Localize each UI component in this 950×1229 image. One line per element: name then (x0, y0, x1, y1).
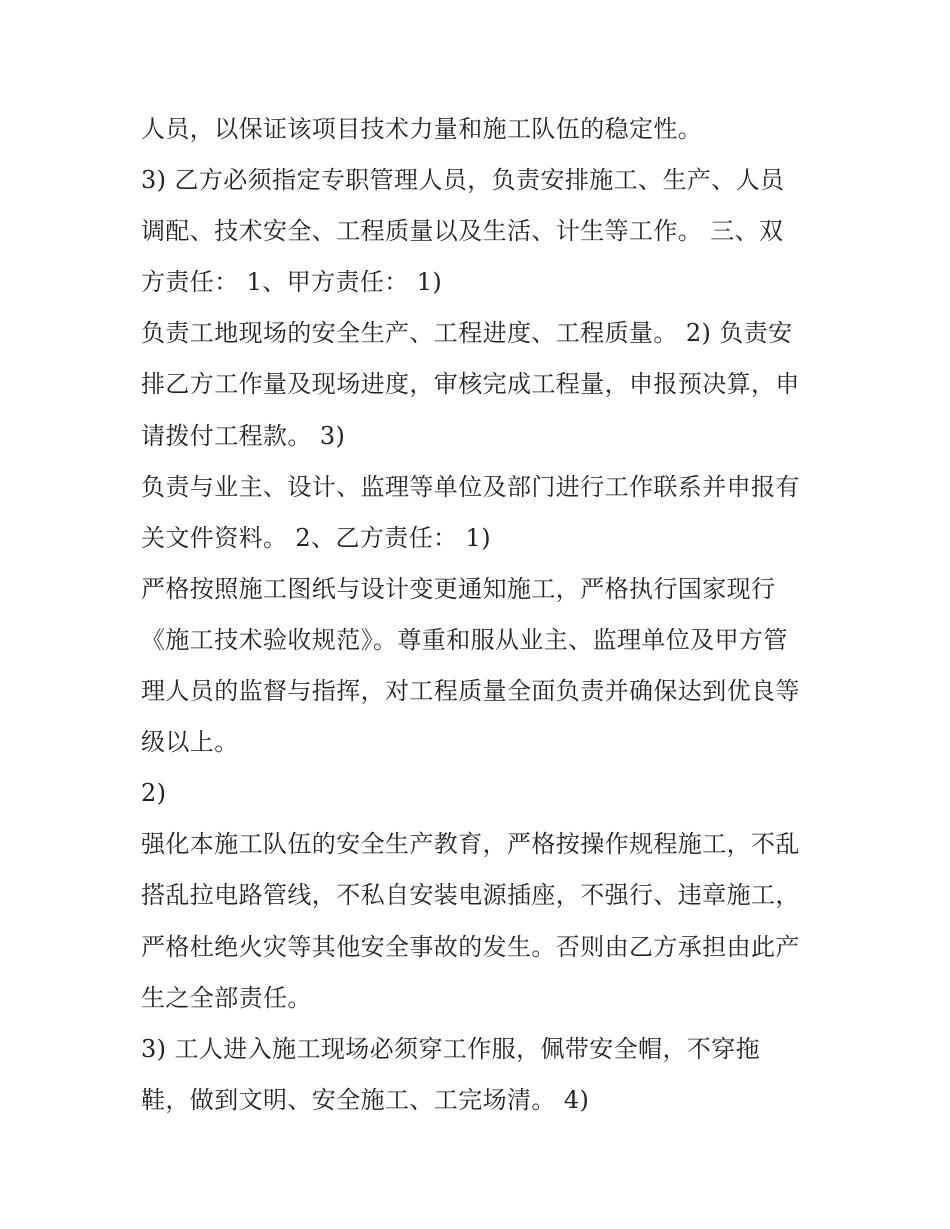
text-line: 严格杜绝火灾等其他安全事故的发生。否则由乙方承担由此产 (141, 932, 800, 961)
body-text (141, 104, 831, 1126)
text-line: 级以上。 (141, 728, 239, 757)
text-line: 2) (141, 779, 167, 808)
text-line: 排乙方工作量及现场进度，审核完成工程量，申报预决算，申 (141, 370, 800, 399)
text-line: 生之全部责任。 (141, 983, 312, 1012)
text-line: 调配、技术安全、工程质量以及生活、计生等工作。 三、双 (141, 217, 784, 246)
text-line: 负责与业主、设计、监理等单位及部门进行工作联系并申报有 (141, 472, 800, 501)
text-line: 鞋，做到文明、安全施工、工完场清。 4) (141, 1085, 590, 1114)
text-line: 理人员的监督与指挥，对工程质量全面负责并确保达到优良等 (141, 677, 800, 706)
text-line: 严格按照施工图纸与设计变更通知施工，严格执行国家现行 (141, 574, 776, 603)
text-line: 强化本施工队伍的安全生产教育，严格按操作规程施工，不乱 (141, 830, 800, 859)
text-line: 搭乱拉电路管线，不私自安装电源插座，不强行、违章施工， (141, 881, 800, 910)
text-line: 3) 工人进入施工现场必须穿工作服，佩带安全帽，不穿拖 (141, 1034, 761, 1063)
text-line: 负责工地现场的安全生产、工程进度、工程质量。 2) 负责安 (141, 319, 793, 348)
text-line: 3) 乙方必须指定专职管理人员，负责安排施工、生产、人员 (141, 166, 785, 195)
text-line: 《施工技术验收规范》。尊重和服从业主、监理单位及甲方管 (141, 625, 788, 654)
text-line: 方责任： 1、甲方责任： 1) (141, 268, 443, 297)
text-line: 人员，以保证该项目技术力量和施工队伍的稳定性。 (141, 115, 703, 143)
text-line: 请拨付工程款。 3) (141, 421, 346, 450)
text-line: 关文件资料。 2、乙方责任： 1) (141, 523, 491, 552)
